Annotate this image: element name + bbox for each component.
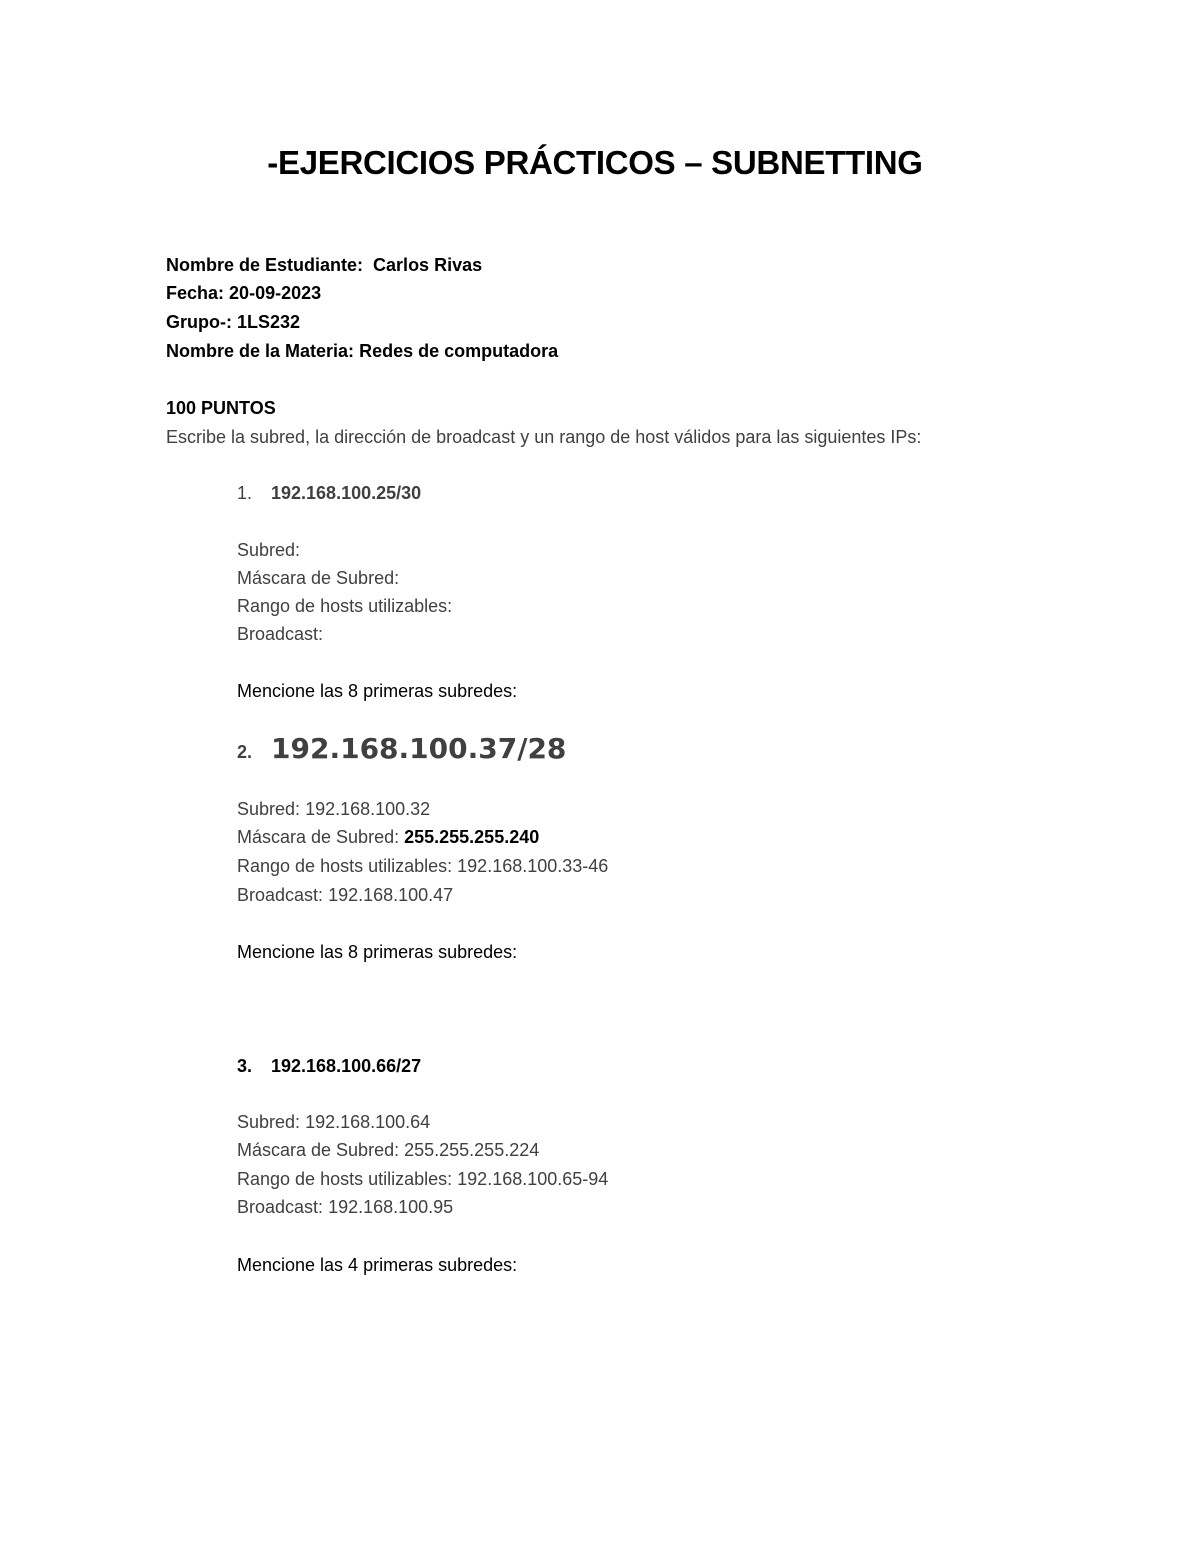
subject-value: Redes de computadora	[359, 341, 559, 361]
exercise-3-prompt: Mencione las 4 primeras subredes:	[237, 1255, 518, 1275]
mask-label: Máscara de Subred:	[237, 568, 400, 588]
exercise-1-subnet-line	[237, 538, 300, 562]
group-label: Grupo-:	[166, 312, 232, 332]
range-label: Rango de hosts utilizables:	[237, 596, 453, 616]
subnet-label: Subred:	[237, 540, 301, 560]
exercise-3-mask-value: 255.255.255.224	[404, 1140, 540, 1160]
exercise-1-ip: 192.168.100.25/30	[271, 483, 422, 503]
exercise-3-range-value: 192.168.100.65-94	[457, 1169, 609, 1189]
broadcast-label: Broadcast:	[237, 1197, 324, 1217]
exercise-1-broadcast-line	[237, 622, 323, 646]
exercise-3-mask-line	[237, 1138, 539, 1162]
subject-line	[166, 339, 558, 363]
exercise-3-subnet-value: 192.168.100.64	[305, 1112, 431, 1132]
range-label: Rango de hosts utilizables:	[237, 1169, 453, 1189]
exercise-2-broadcast-line	[237, 883, 453, 907]
exercise-3-subnet-line	[237, 1110, 430, 1134]
range-label: Rango de hosts utilizables:	[237, 856, 453, 876]
exercise-1-mask-line	[237, 566, 399, 590]
mask-label: Máscara de Subred:	[237, 827, 400, 847]
exercise-3-ip: 192.168.100.66/27	[271, 1056, 422, 1076]
exercise-2-heading	[237, 731, 566, 772]
date-line	[166, 281, 321, 305]
exercise-1-prompt: Mencione las 8 primeras subredes:	[237, 681, 518, 701]
exercise-3-range-line	[237, 1167, 608, 1191]
exercise-2-mask-line	[237, 825, 539, 849]
subnet-label: Subred:	[237, 799, 301, 819]
exercise-3-broadcast-line	[237, 1195, 453, 1219]
exercise-2-broadcast-value: 192.168.100.47	[328, 885, 454, 905]
exercise-2-prompt: Mencione las 8 primeras subredes:	[237, 942, 518, 962]
exercise-2-range-line	[237, 854, 608, 878]
exercise-2-subnet-value: 192.168.100.32	[305, 799, 431, 819]
points-heading: 100 PUNTOS	[166, 398, 276, 418]
exercise-2-subnet-line	[237, 797, 430, 821]
page-title: -EJERCICIOS PRÁCTICOS – SUBNETTING	[267, 144, 923, 181]
exercise-3-broadcast-value: 192.168.100.95	[328, 1197, 454, 1217]
group-value: 1LS232	[237, 312, 301, 332]
student-name-value: Carlos Rivas	[373, 255, 483, 275]
exercise-2-ip: 192.168.100.37/28	[271, 732, 567, 765]
mask-label: Máscara de Subred:	[237, 1140, 400, 1160]
exercise-3-number: 3.	[237, 1056, 253, 1076]
date-value: 20-09-2023	[229, 283, 322, 303]
broadcast-label: Broadcast:	[237, 885, 324, 905]
date-label: Fecha:	[166, 283, 225, 303]
subject-label: Nombre de la Materia:	[166, 341, 355, 361]
exercise-1-range-line	[237, 594, 452, 618]
student-name-label: Nombre de Estudiante:	[166, 255, 364, 275]
exercise-1-heading	[237, 481, 421, 505]
exercise-2-mask-value: 255.255.255.240	[404, 827, 540, 847]
broadcast-label: Broadcast:	[237, 624, 324, 644]
instructions-text: Escribe la subred, la dirección de broadcast y un rango de host válidos para las siguientes IPs:	[166, 427, 922, 447]
exercise-2-range-value: 192.168.100.33-46	[457, 856, 609, 876]
student-name-line	[166, 253, 482, 277]
exercise-1-number: 1.	[237, 483, 253, 503]
exercise-3-heading	[237, 1054, 421, 1078]
exercise-2-number: 2.	[237, 742, 253, 762]
subnet-label: Subred:	[237, 1112, 301, 1132]
group-line	[166, 310, 300, 334]
